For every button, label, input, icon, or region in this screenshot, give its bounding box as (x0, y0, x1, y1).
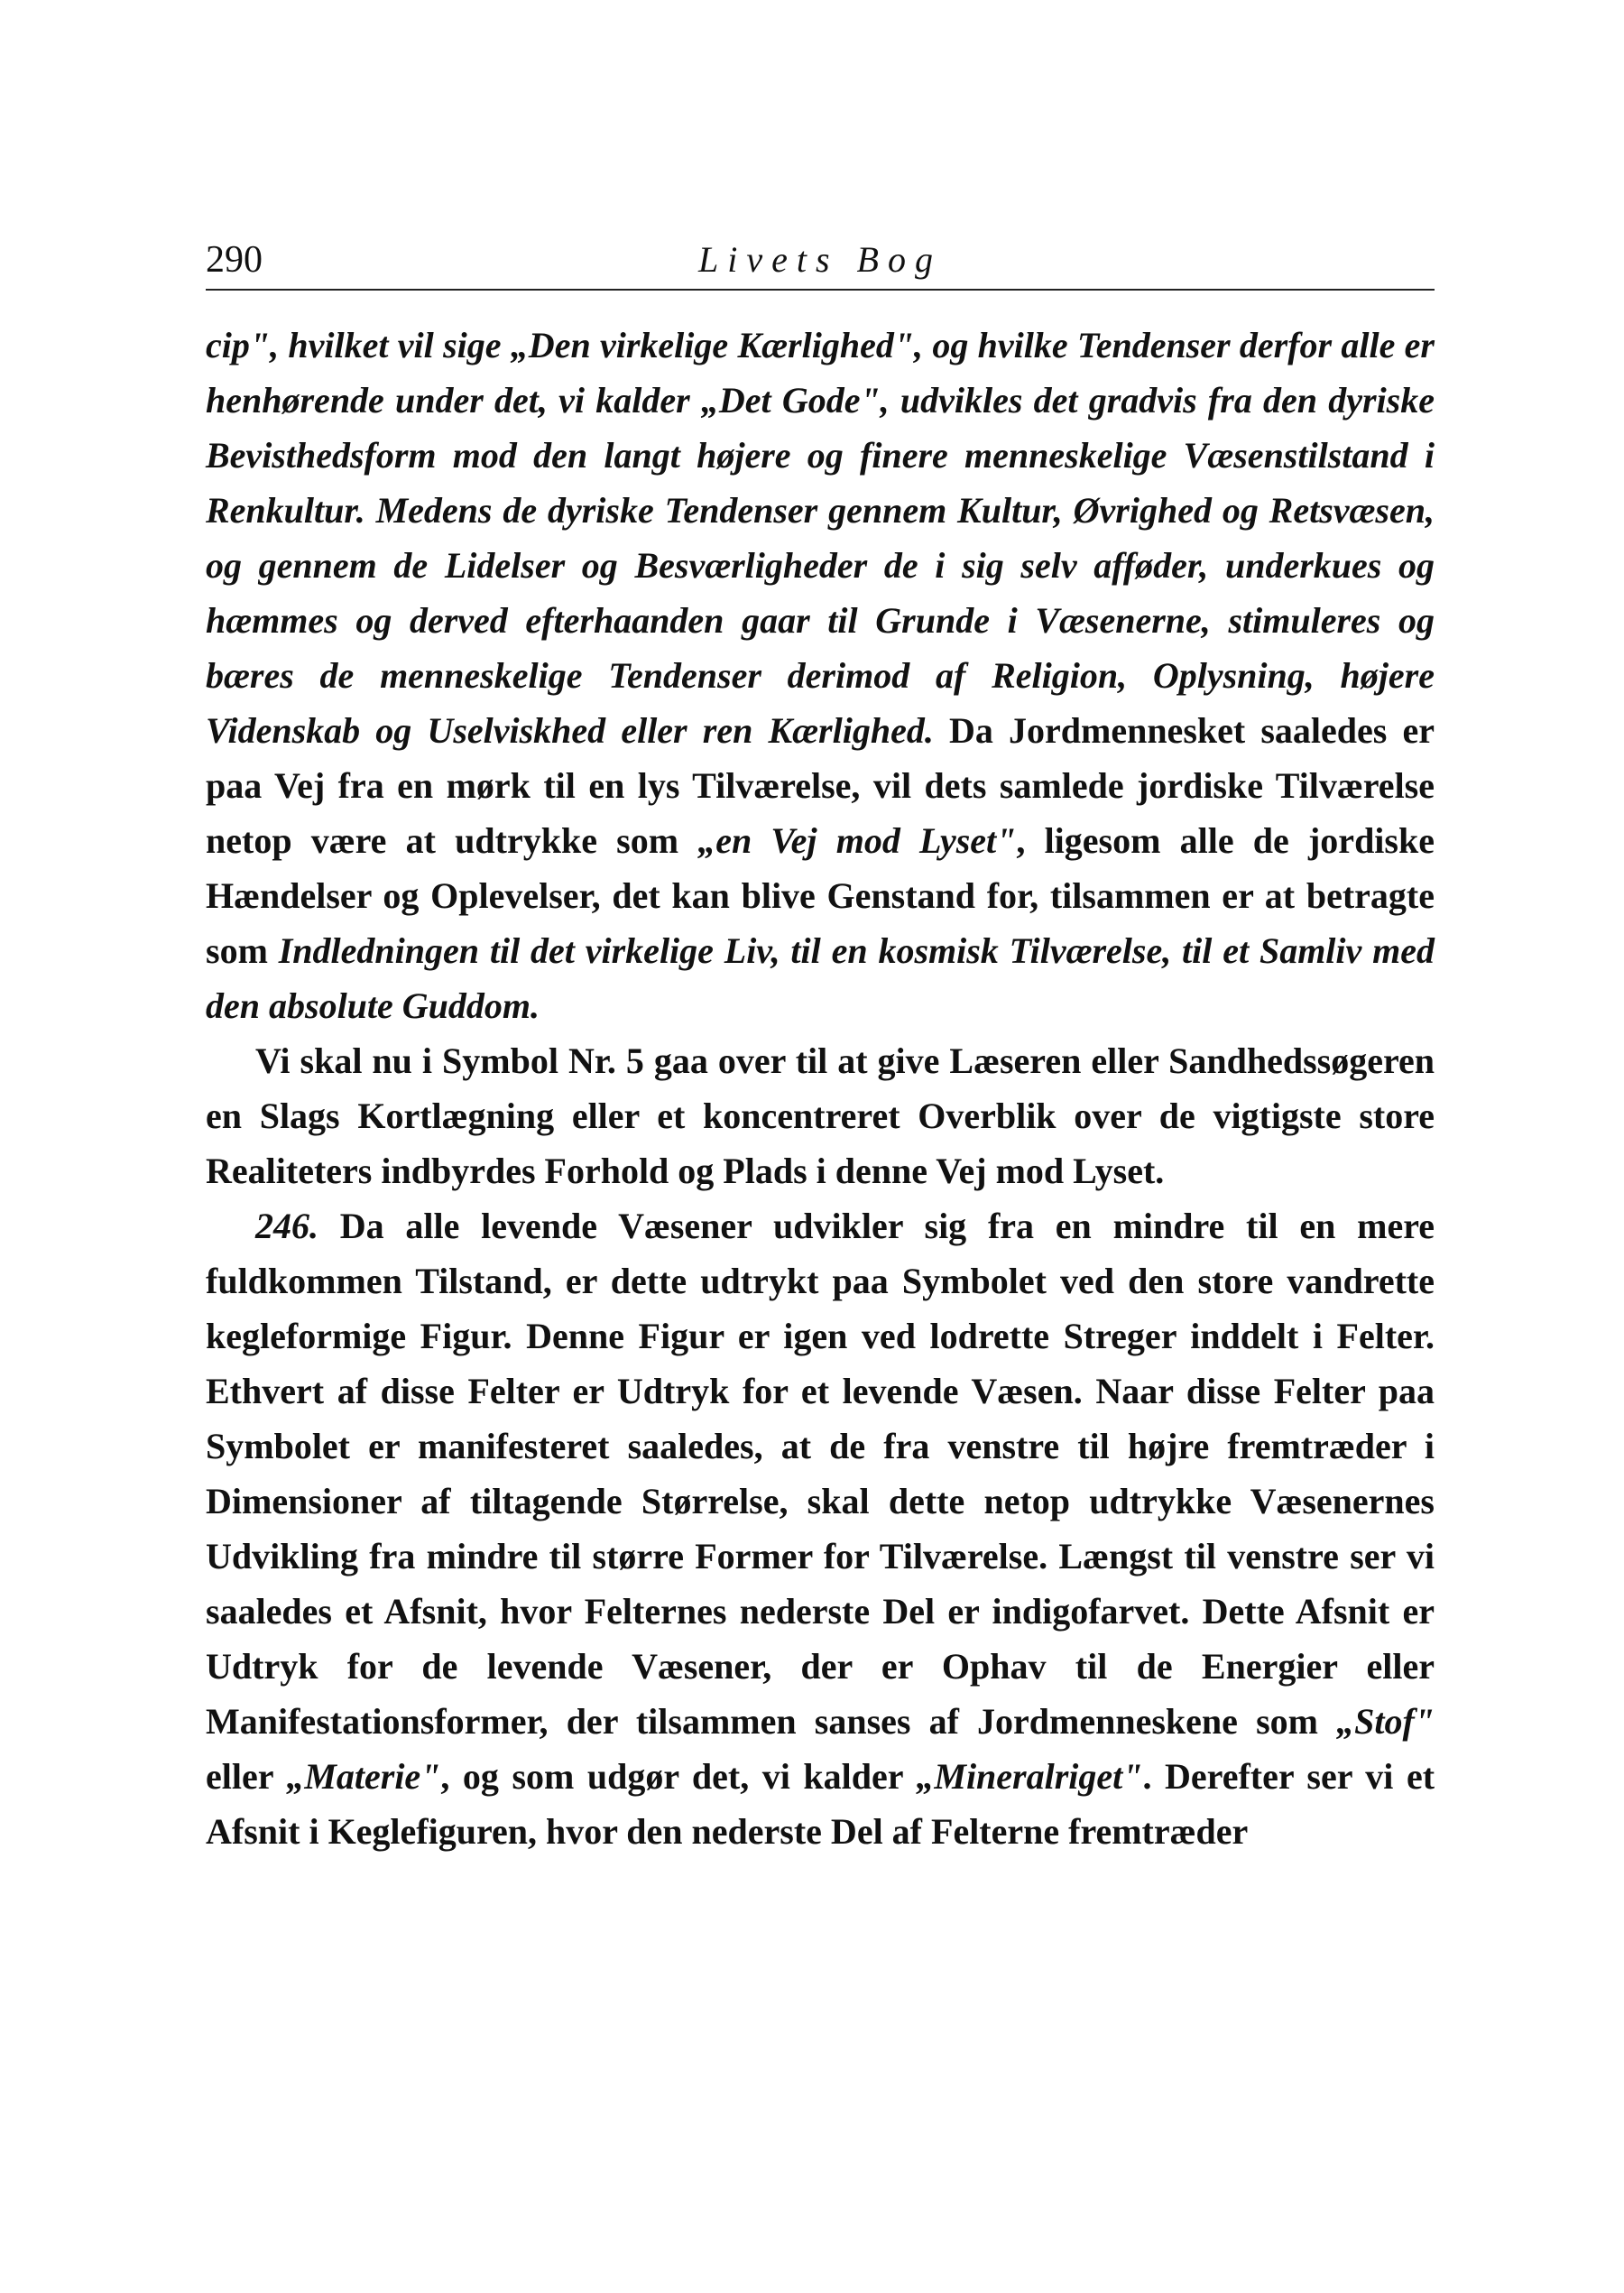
text-segment: eller (206, 1756, 287, 1797)
text-segment: Da alle levende Væsener udvikler sig fra en mindre til en mere fuldkommen Tilstand, er dette udtrykt paa Symbolet ved den store vandrette kegleformige Figur. Denne Figur er igen ved lodrette Streger inddelt i Felter. Ethvert af disse Felter er Udtryk for et levende Væsen. Naar disse Felter paa Symbolet er manifesteret saaledes, at de fra venstre til højre fremtræder i Dimensioner af tiltagende Størrelse, skal dette netop udtrykke Væsenernes Udvikling fra mindre til større Former for Tilværelse. Længst til venstre ser vi saaledes et Afsnit, hvor Felternes nederste Del er indigofarvet. Dette Afsnit er Udtryk for de levende Væsener, der er Ophav til de Energier eller Manifestationsformer, der tilsammen sanses af Jordmenneskene som (206, 1206, 1435, 1742)
page-header (206, 233, 1435, 291)
text-segment: „Materie" (286, 1756, 441, 1797)
text-segment: „en Vej mod Lyset" (697, 820, 1017, 861)
paragraph-2 (206, 1033, 1435, 1198)
body-text (206, 318, 1435, 1859)
text-segment: Indledningen til det virkelige Liv, til en kosmisk Tilværelse, til et Samliv med den absolute Guddom. (206, 930, 1435, 1026)
text-segment: „Mineralriget" (916, 1756, 1143, 1797)
running-title: Livets Bog (698, 239, 942, 280)
text-segment: Da Jordmennesket saaledes er paa Vej fra en mørk til en lys Tilværelse, vil dets samlede jordiske Tilværelse netop være at udtrykke som (206, 710, 1435, 861)
text-segment: Vi skal nu i Symbol Nr. 5 gaa over til at give Læseren eller Sandhedssøgeren en Slags Kortlægning eller et koncentreret Overblik over de vigtigste store Realiteters indbyrdes Forhold og Plads i denne Vej mod Lyset. (206, 1040, 1435, 1191)
paragraph-3 (206, 1198, 1435, 1859)
text-segment: , og som udgør det, vi kalder (440, 1756, 917, 1797)
text-segment: cip", hvilket vil sige „Den virkelige Kærlighed", og hvilke Tendenser derfor alle er henhørende under det, vi kalder „Det Gode", udvikles det gradvis fra den dyriske Bevisthedsform mod den langt højere og finere menneskelige Væsenstilstand i Renkultur. Medens de dyriske Tendenser gennem Kultur, Øvrighed og Retsvæsen, og gennem de Lidelser og Besværligheder de i sig selv afføder, underkues og hæmmes og derved efterhaanden gaar til Grunde i Væsenerne, stimuleres og bæres de menneskelige Tendenser derimod af Religion, Oplysning, højere Videnskab og Uselviskhed eller ren Kærlighed. (206, 325, 1435, 751)
text-segment: , ligesom alle de jordiske Hændelser og Oplevelser, det kan blive Genstand for, tilsammen er at betragte som (206, 820, 1435, 971)
section-number: 246. (255, 1206, 318, 1246)
text-segment: . Derefter ser vi et Afsnit i Keglefiguren, hvor den nederste Del af Felterne fremtræder (206, 1756, 1435, 1852)
page-number: 290 (206, 239, 263, 281)
text-segment: „Stof" (1336, 1701, 1435, 1742)
paragraph-1 (206, 318, 1435, 1033)
